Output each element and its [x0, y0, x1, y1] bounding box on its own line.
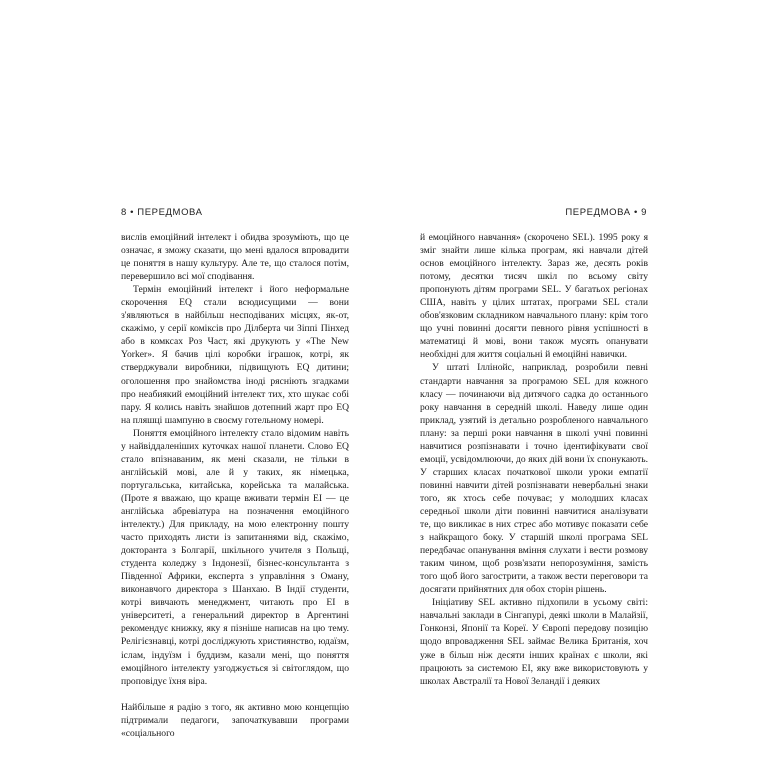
paragraph: Найбільше я радію з того, як активно мою концепцію підтримали педагоги, започаткувавши програми «соціального [121, 701, 349, 739]
paragraph: Поняття емоційного інтелекту стало відомим навіть у найвіддаленіших куточках нашої планети. Слово EQ стало впізнаваним, як мені сказали, не тільки в англійській мові, але й у таких, як німецька, португальська, китайська, корейська та малайська. (Проте я вважаю, що краще вживати термін EI — це англійська абревіатура на позначення емоційного інтелекту.) Для прикладу, на мою електронну пошту часто приходять листи із запитаннями від, скажімо, докторанта з Болгарії, шкільного учителя з Польщі, студента коледжу з Індонезії, бізнес-консультанта з Південної Африки, експерта з управління з Оману, виконавчого директора з Шанхаю. В Індії студенти, котрі вивчають менеджмент, читають про ЕІ в університеті, а генеральний директор в Аргентині рекомендує книжку, яку я пізніше написав на цю тему. Релігієзнавці, котрі досліджують християнство, юдаїзм, іслам, індуїзм і буддизм, казали мені, що поняття емоційного інтелекту узгоджується зі світоглядом, що проповідує їхня віра. [121, 427, 349, 687]
running-header-left: 8 • ПЕРЕДМОВА [121, 207, 203, 218]
text-column-left [121, 231, 349, 740]
paragraph: Ініціативу SEL активно підхопили в усьому світі: навчальні заклади в Сінгапурі, деякі школи в Малайзії, Гонконзі, Японії та Кореї. У Європі передову позицію щодо впровадження SEL займає Велика Британія, хоч уже в більш ніж десяти інших країнах є школи, які працюють за системою ЕІ, яку вже використовують у школах Австралії та Нової Зеландії і деяких [420, 597, 648, 687]
text-column-right [420, 231, 648, 688]
paragraph: Термін емоційний інтелект і його неформальне скорочення EQ стали всюдисущими — вони з'являються в найбільш несподіваних місцях, як-от, скажімо, у серії коміксів про Ділберта чи Зіппі Пінхед або в комксах Роз Част, які друкують у «The New Yorker». Я бачив цілі коробки іграшок, котрі, як стверджували виробники, підвищують EQ дитини; оголошення про знайомства іноді рясніють згадками про неабиякий емоційний інтелект тих, хто шукає собі пару. Я колись навіть знайшов дотепний жарт про EQ на пляшці шампуню в своєму готельному номері. [121, 284, 349, 426]
paragraph: вислів емоційний інтелект і обидва зрозуміють, що це означає, я зможу сказати, що мені вдалося впровадити це поняття в нашу культуру. Але те, що сталося потім, перевершило всі мої сподівання. [121, 232, 349, 283]
running-header-right: ПЕРЕДМОВА • 9 [565, 207, 647, 218]
right-page [384, 0, 768, 768]
paragraph: У штаті Іллінойс, наприклад, розробили певні стандарти навчання за програмою SEL для кожного класу — починаючи від дитячого садка до останнього року навчання в середній школі. Наведу лише один приклад, узятий із детально розробленого навчального плану: за перші роки навчання в школі учні повинні навчитися розпізнавати і точно ідентифікувати свої емоції, усвідомлюючи, до яких дій вони їх спонукають. У старших класах початкової школи уроки емпатії повинні навчити дітей розпізнавати невербальні знаки того, як хтось себе почуває; у молодших класах середньої школи діти повинні навчитися аналізувати те, що викликає в них стрес або мотивує показати себе з найкращого боку. У старшій школі програма SEL передбачає опанування вміння слухати і вести розмову таким чином, щоб розв'язати непорозуміння, замість того щоб його загострити, а також вести переговори та досягати прийнятних для обох сторін рішень. [420, 362, 648, 596]
paragraph: й емоційного навчання» (скорочено SEL). 1995 року я зміг знайти лише кілька програм, які навчали дітей основ емоційного інтелекту. Зараз же, десять років потому, десятки тисяч шкіл по всьому світу пропонують дітям програми SEL. У багатьох регіонах США, навіть у цілих штатах, програми SEL стали обов'язковим складником навчального плану: крім того що учні повинні досягти певного рівня успішності в математиці й мові, вони також мусять опанувати необхідні для життя соціальні й емоційні навички. [420, 232, 648, 361]
